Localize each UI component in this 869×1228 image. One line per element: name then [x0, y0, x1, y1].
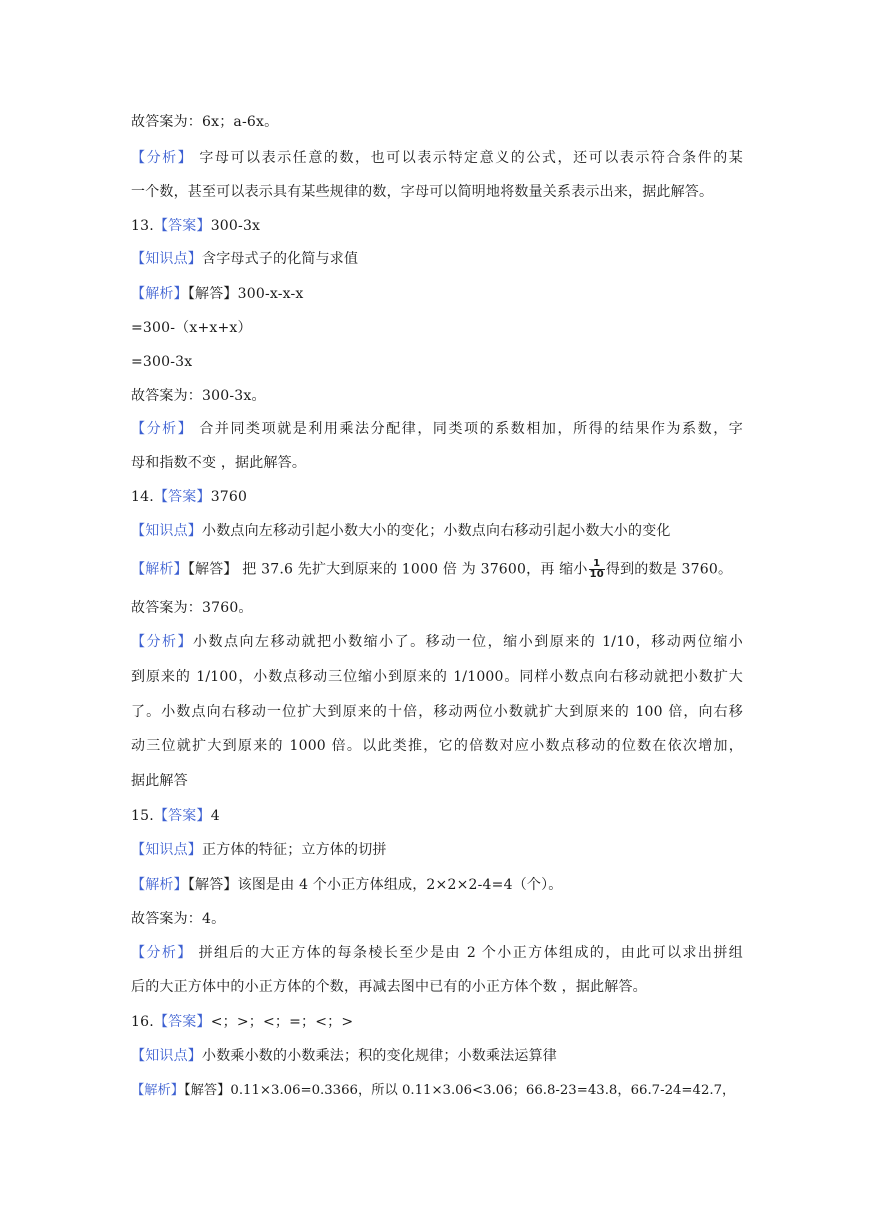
q15-number: 15. [131, 808, 154, 824]
answer-tag: 【答案】 [153, 218, 211, 234]
q15-analysis-text-1: 拼组后的大正方体的每条棱长至少是由 2 个小正方体组成的，由此可以求出拼组 [198, 945, 743, 961]
fraction-denominator: 10 [589, 569, 604, 580]
solution-tag: 【解答】 [187, 561, 238, 578]
fraction-numerator: 1 [589, 559, 605, 570]
q16-answer: <；>；<；=；<；> [210, 1014, 354, 1030]
q13-number: 13. [131, 218, 154, 234]
q13-final-answer: 故答案为：300-3x。 [131, 388, 266, 404]
q16-solution-line [131, 1081, 743, 1101]
answer-tag: 【答案】 [153, 489, 211, 505]
q16-answer-line [131, 1012, 743, 1032]
analysis-solution-tag: 【解析】 [131, 286, 188, 302]
q14-final-answer: 故答案为：3760。 [131, 600, 253, 616]
prev-analysis-line-1 [131, 148, 743, 168]
q14-knowledge-line [131, 521, 743, 541]
analysis-solution-tag: 【解析】 [131, 1083, 185, 1098]
q14-solution-pre: 把 37.6 先扩大到原来的 1000 倍 为 37600，再 缩小 [242, 561, 588, 578]
q14-analysis-text-1: 小数点向左移动就把小数缩小了。移动一位，缩小到原来的 1/10，移动两位缩小 [193, 634, 743, 650]
q13-analysis-text-1: 合并同类项就是利用乘法分配律，同类项的系数相加，所得的结果作为系数，字 [199, 421, 743, 437]
q14-solution-post: 得到的数是 3760。 [605, 561, 733, 578]
q13-step-2: =300-3x [131, 354, 193, 370]
q14-analysis-line-3: 了。小数点向右移动一位扩大到原来的十倍，移动两位小数就扩大到原来的 100 倍，向右移 [131, 704, 743, 720]
analysis-solution-tag: 【解析】 [131, 877, 188, 893]
analysis-tag: 【分析】 [131, 945, 193, 961]
q13-answer-line [131, 216, 743, 236]
q14-analysis-line-5: 据此解答 [131, 773, 188, 789]
solution-tag: 【解答】 [187, 877, 238, 893]
solution-tag: 【解答】 [187, 286, 238, 302]
solution-tag: 【解答】 [184, 1083, 231, 1098]
q13-knowledge-line [131, 249, 743, 269]
q16-number: 16. [131, 1014, 154, 1030]
q13-analysis-line-1 [131, 419, 743, 439]
q15-solution: 该图是由 4 个小正方体组成，2×2×2-4=4（个）。 [237, 877, 563, 893]
analysis-tag: 【分析】 [131, 421, 194, 437]
q14-analysis-line-1 [131, 632, 743, 652]
q13-solution: 300-x-x-x [237, 286, 304, 302]
q14-solution-line [131, 559, 743, 580]
knowledge-tag: 【知识点】 [131, 523, 202, 539]
q14-answer-line [131, 487, 743, 507]
q15-knowledge: 正方体的特征；立方体的切拼 [202, 842, 387, 858]
q16-knowledge-line [131, 1046, 743, 1066]
prev-final-answer: 故答案为：6x；a-6x。 [131, 114, 279, 130]
analysis-solution-tag: 【解析】 [131, 561, 188, 578]
q14-answer: 3760 [210, 489, 248, 505]
q15-analysis-line-1 [131, 943, 743, 963]
q13-answer: 300-3x [210, 218, 261, 234]
knowledge-tag: 【知识点】 [131, 1048, 202, 1064]
q15-knowledge-line [131, 840, 743, 860]
q14-number: 14. [131, 489, 154, 505]
q13-step-1: =300-（x+x+x） [131, 320, 252, 336]
q16-solution: 0.11×3.06=0.3366，所以 0.11×3.06<3.06；66.8-23=43.8，66.7-24=42.7， [230, 1083, 736, 1098]
one-tenth-fraction [589, 559, 605, 580]
q14-analysis-line-4: 动三位就扩大到原来的 1000 倍。以此类推，它的倍数对应小数点移动的位数在依次增加， [131, 738, 743, 754]
q15-solution-line [131, 875, 743, 895]
q15-analysis-line-2: 后的大正方体中的小正方体的个数，再减去图中已有的小正方体个数 ，据此解答。 [131, 979, 647, 995]
q16-knowledge: 小数乘小数的小数乘法；积的变化规律；小数乘法运算律 [202, 1048, 557, 1064]
knowledge-tag: 【知识点】 [131, 251, 202, 267]
q14-analysis-line-2: 到原来的 1/100，小数点移动三位缩小到原来的 1/1000。同样小数点向右移动就把小数扩大 [131, 669, 743, 685]
q15-answer: 4 [210, 808, 220, 824]
knowledge-tag: 【知识点】 [131, 842, 202, 858]
prev-analysis-line-2: 一个数，甚至可以表示具有某些规律的数，字母可以简明地将数量关系表示出来，据此解答。 [131, 184, 714, 200]
q13-analysis-line-2: 母和指数不变 ，据此解答。 [131, 455, 307, 471]
q14-knowledge: 小数点向左移动引起小数大小的变化；小数点向右移动引起小数大小的变化 [202, 523, 671, 539]
q13-knowledge: 含字母式子的化简与求值 [202, 251, 359, 267]
q15-answer-line [131, 806, 743, 826]
q15-final-answer: 故答案为：4。 [131, 911, 226, 927]
analysis-tag: 【分析】 [131, 150, 194, 166]
answer-tag: 【答案】 [153, 1014, 211, 1030]
prev-analysis-text-1: 字母可以表示任意的数，也可以表示特定意义的公式，还可以表示符合条件的某 [199, 150, 743, 166]
q13-solution-line [131, 284, 743, 304]
answer-tag: 【答案】 [153, 808, 211, 824]
analysis-tag: 【分析】 [131, 634, 194, 650]
